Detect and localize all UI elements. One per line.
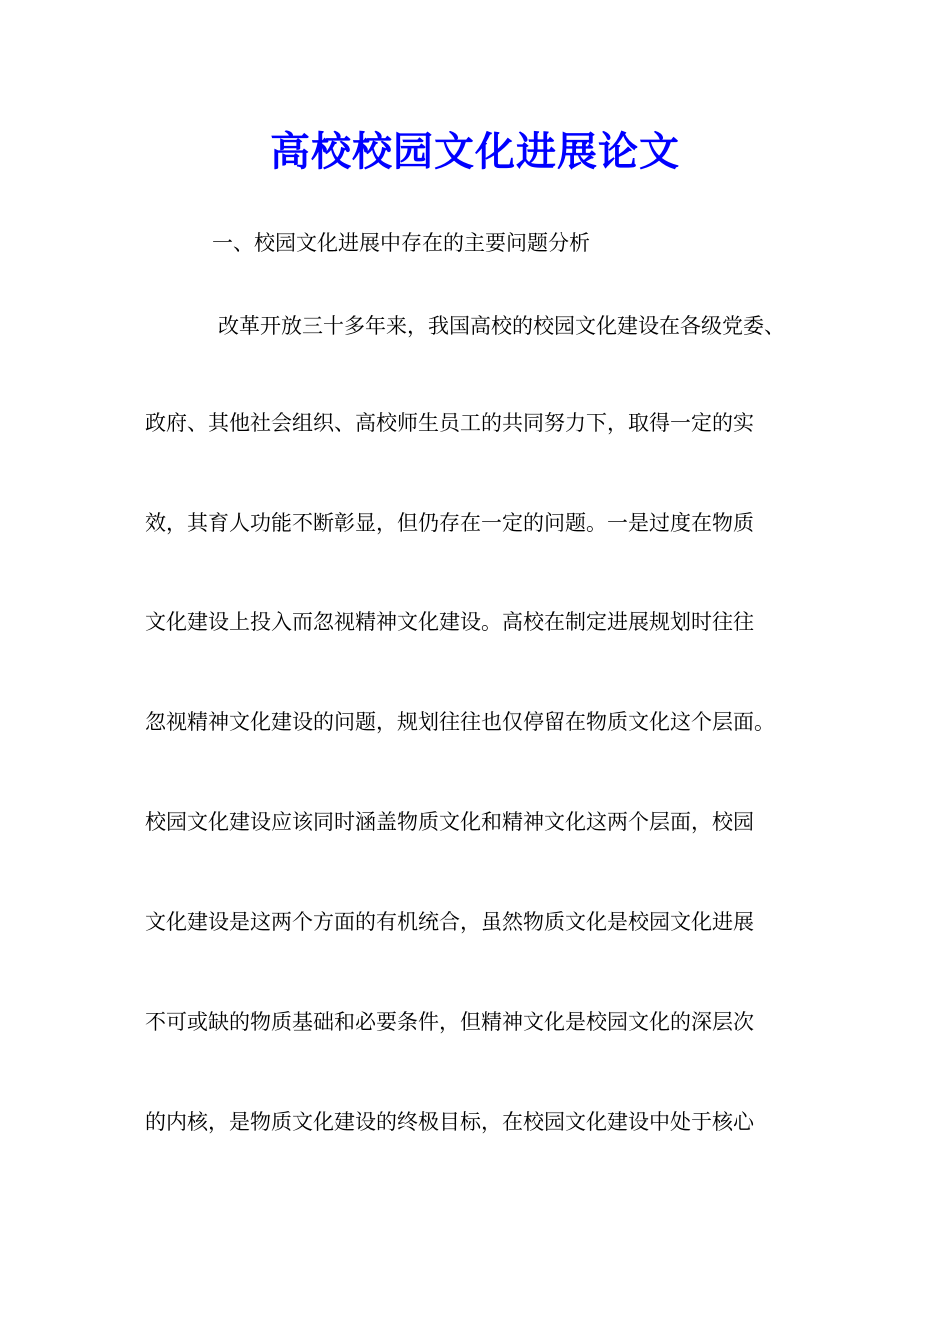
paragraph-line: 不可或缺的物质基础和必要条件，但精神文化是校园文化的深层次 [145,1010,754,1034]
paragraph-line: 政府、其他社会组织、高校师生员工的共同努力下，取得一定的实 [145,411,754,435]
paragraph-line: 文化建设是这两个方面的有机统合，虽然物质文化是校园文化进展 [145,910,754,934]
paragraph-line: 改革开放三十多年来，我国高校的校园文化建设在各级党委、 [218,314,785,338]
paragraph-line: 的内核，是物质文化建设的终极目标，在校园文化建设中处于核心 [145,1110,754,1134]
paragraph-line: 效，其育人功能不断彰显，但仍存在一定的问题。一是过度在物质 [145,511,754,535]
paragraph-line: 忽视精神文化建设的问题，规划往往也仅停留在物质文化这个层面。 [145,710,775,734]
section-heading: 一、校园文化进展中存在的主要问题分析 [212,231,590,255]
paragraph-line: 文化建设上投入而忽视精神文化建设。高校在制定进展规划时往往 [145,610,754,634]
paragraph-line: 校园文化建设应该同时涵盖物质文化和精神文化这两个层面，校园 [145,810,754,834]
document-title: 高校校园文化进展论文 [270,129,680,175]
